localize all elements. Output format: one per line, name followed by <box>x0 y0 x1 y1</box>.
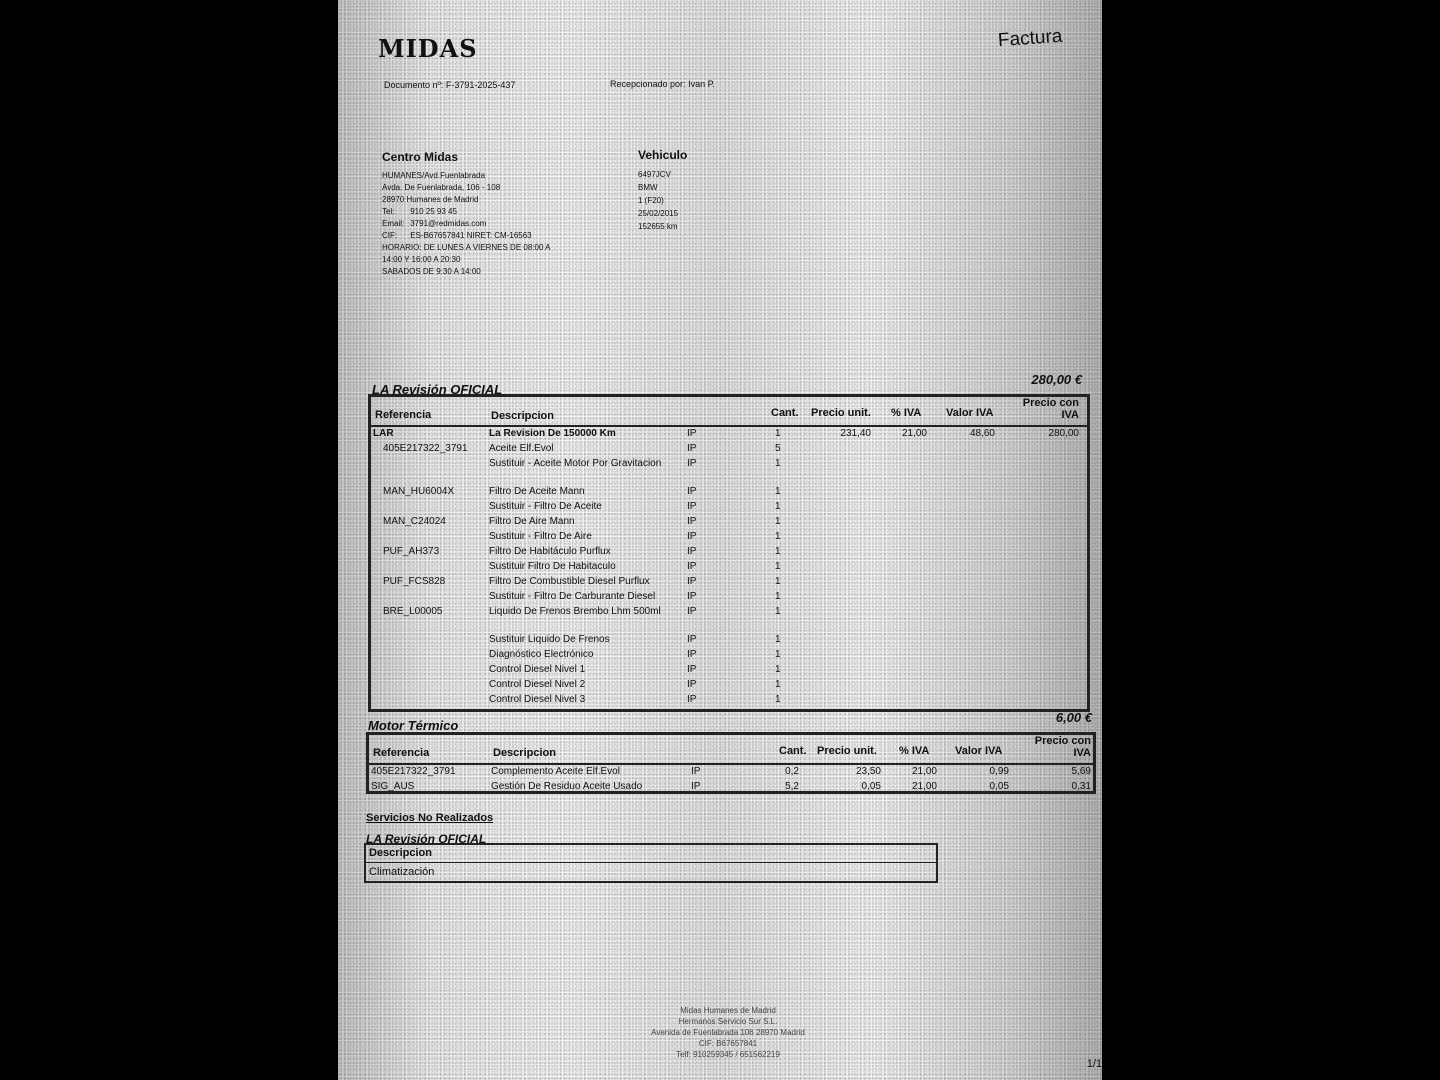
motor-table <box>366 732 1096 794</box>
services-not-done-label: Servicios No Realizados <box>366 812 494 824</box>
table-row <box>369 780 1093 795</box>
cell-cant: 1 <box>775 649 781 660</box>
workshop-cif: CIF: ES-B67657841 NIRET: CM-16563 <box>382 231 532 240</box>
table-body <box>371 427 1087 708</box>
table-row <box>371 605 1087 633</box>
cell-cant: 1 <box>775 501 781 512</box>
cell-precio: 0,05 <box>861 781 881 792</box>
cell-ref: 405E217322_3791 <box>371 766 456 777</box>
col-referencia: Referencia <box>375 409 432 421</box>
table-row <box>371 678 1087 693</box>
cell-cant: 1 <box>775 546 781 557</box>
table-body <box>369 765 1093 795</box>
cell-cant: 1 <box>775 458 781 469</box>
workshop-phone: Tel: 910 25 93 45 <box>382 207 457 216</box>
received-by: Recepcionado por: Ivan P. <box>610 79 715 89</box>
cell-cant: 1 <box>775 428 781 439</box>
cell-code: IP <box>687 443 697 454</box>
cell-desc: Filtro De Aire Mann <box>489 516 575 527</box>
section-total: 280,00 € <box>1031 372 1082 387</box>
invoice-page <box>338 0 1102 1080</box>
table-row: Climatización <box>369 866 435 878</box>
cell-ref: PUF_AH373 <box>383 546 440 557</box>
table-row <box>371 560 1087 575</box>
cell-code: IP <box>687 679 697 690</box>
col-precio-unit: Precio unit. <box>817 745 877 757</box>
table-header <box>369 735 1093 765</box>
table-row <box>371 663 1087 678</box>
table-row <box>371 545 1087 560</box>
cell-desc: Diagnóstico Electrónico <box>489 649 594 660</box>
table-row <box>371 648 1087 663</box>
opening-hours: 14:00 Y 16:00 A 20:30 <box>382 255 461 264</box>
cell-pciva: 280,00 <box>1048 428 1079 439</box>
document-number: Documento nº: F-3791-2025-437 <box>384 80 516 90</box>
vehicle-brand: BMW <box>638 183 658 192</box>
cell-code: IP <box>687 606 697 617</box>
opening-hours: SABADOS DE 9:30 A 14:00 <box>382 267 481 276</box>
cell-code: IP <box>687 458 697 469</box>
cell-cant: 1 <box>775 679 781 690</box>
cell-precio: 23,50 <box>855 766 881 777</box>
cell-desc: Filtro De Aceite Mann <box>489 486 585 497</box>
cell-code: IP <box>687 561 697 572</box>
col-precio-con-iva: Precio con IVA <box>1022 397 1079 421</box>
cell-ref: MAN_HU6004X <box>383 486 455 497</box>
cell-desc: Gestión De Residuo Aceite Usado <box>491 781 643 792</box>
vehicle-mileage: 152655 km <box>638 222 678 231</box>
vehicle-model: 1 (F20) <box>638 196 664 205</box>
cell-desc: Filtro De Combustible Diesel Purflux <box>489 576 650 587</box>
cell-code: IP <box>687 649 697 660</box>
cell-code: IP <box>687 486 697 497</box>
cell-code: IP <box>687 531 697 542</box>
table-row <box>371 485 1087 500</box>
cell-pciva: 0,31 <box>1071 781 1091 792</box>
cell-cant: 5,2 <box>785 781 799 792</box>
cell-ref: LAR <box>373 428 394 439</box>
table-row <box>371 575 1087 590</box>
table-row <box>369 765 1093 780</box>
cell-code: IP <box>687 576 697 587</box>
cell-cant: 1 <box>775 664 781 675</box>
cell-cant: 0,2 <box>785 766 799 777</box>
cell-desc: Sustituir - Filtro De Carburante Diesel <box>489 591 656 602</box>
table-header: Descripcion <box>366 845 936 863</box>
vehicle-info <box>638 148 687 233</box>
table-row <box>371 427 1087 442</box>
workshop-email: Email: 3791@redmidas.com <box>382 219 487 228</box>
cell-cant: 1 <box>775 634 781 645</box>
cell-code: IP <box>687 428 697 439</box>
cell-code: IP <box>687 634 697 645</box>
col-cant: Cant. <box>779 745 807 757</box>
cell-desc: Sustituir - Aceite Motor Por Gravitacion <box>489 458 662 469</box>
cell-cant: 5 <box>775 443 781 454</box>
cell-cant: 1 <box>775 486 781 497</box>
cell-desc: Sustituir Liquido De Frenos <box>489 634 610 645</box>
cell-piva: 21,00 <box>911 781 937 792</box>
col-referencia: Referencia <box>373 747 430 759</box>
section-title: LA Revisión OFICIAL <box>366 832 487 846</box>
cell-desc: Control Diesel Nivel 3 <box>489 694 586 705</box>
cell-cant: 1 <box>775 531 781 542</box>
opening-hours: HORARIO: DE LUNES A VIERNES DE 08:00 A <box>382 243 551 252</box>
table-row <box>371 693 1087 708</box>
col-pct-iva: % IVA <box>899 745 930 757</box>
cell-cant: 1 <box>775 694 781 705</box>
cell-desc: Aceite Elf.Evol <box>489 443 554 454</box>
table-row <box>371 515 1087 530</box>
cell-desc: Complemento Aceite Elf.Evol <box>491 766 620 777</box>
section-total: 6,00 € <box>1055 710 1092 725</box>
cell-code: IP <box>687 591 697 602</box>
col-cant: Cant. <box>771 407 799 419</box>
cell-viva: 0,99 <box>989 766 1009 777</box>
cell-desc: La Revision De 150000 Km <box>489 428 616 439</box>
page-number: 1/1 <box>1086 1058 1102 1070</box>
table-row <box>371 530 1087 545</box>
cell-code: IP <box>691 781 701 792</box>
cell-piva: 21,00 <box>901 428 927 439</box>
company-footer: Midas Humanes de Madrid Hermanos Servicio Sur S.L. Avenida de Fuenlabrada 106 28970 Madrid CIF: B67657841 Telf: 910259345 / 651562219 <box>651 1006 805 1059</box>
cell-desc: Sustituir Filtro De Habitaculo <box>489 561 616 572</box>
cell-code: IP <box>687 501 697 512</box>
cell-code: IP <box>687 694 697 705</box>
section-title: Motor Térmico <box>368 718 459 733</box>
cell-viva: 0,05 <box>989 781 1009 792</box>
address-line: 28970 Humanes de Madrid <box>382 195 479 204</box>
cell-desc: Sustituir - Filtro De Aceite <box>489 501 602 512</box>
workshop-name: Centro Midas <box>382 150 459 164</box>
col-valor-iva: Valor IVA <box>955 745 1003 757</box>
address-line: HUMANES/Avd.Fuenlabrada <box>382 171 486 180</box>
workshop-info <box>382 150 582 278</box>
cell-viva: 48,60 <box>969 428 995 439</box>
cell-cant: 1 <box>775 516 781 527</box>
cell-piva: 21,00 <box>911 766 937 777</box>
vehicle-date: 25/02/2015 <box>638 209 679 218</box>
section-title: LA Revisión OFICIAL <box>372 382 503 397</box>
address-line: Avda. De Fuenlabrada, 106 - 108 <box>382 183 501 192</box>
cell-ref: BRE_L00005 <box>383 606 443 617</box>
cell-code: IP <box>687 546 697 557</box>
cell-pciva: 5,69 <box>1071 766 1091 777</box>
table-row <box>371 590 1087 605</box>
vehicle-title: Vehiculo <box>638 148 688 162</box>
col-descripcion: Descripcion <box>491 410 554 422</box>
cell-desc: Filtro De Habitáculo Purflux <box>489 546 611 557</box>
cell-desc: Control Diesel Nivel 2 <box>489 679 586 690</box>
cell-precio: 231,40 <box>840 428 871 439</box>
cell-code: IP <box>687 664 697 675</box>
cell-desc: Control Diesel Nivel 1 <box>489 664 586 675</box>
cell-ref: PUF_FCS828 <box>383 576 446 587</box>
cell-cant: 1 <box>775 606 781 617</box>
col-precio-unit: Precio unit. <box>811 407 871 419</box>
col-valor-iva: Valor IVA <box>946 407 994 419</box>
cell-cant: 1 <box>775 576 781 587</box>
table-row <box>371 457 1087 485</box>
table-row <box>371 442 1087 457</box>
cell-ref: 405E217322_3791 <box>383 443 468 454</box>
col-pct-iva: % IVA <box>891 407 922 419</box>
cell-code: IP <box>691 766 701 777</box>
table-row <box>371 500 1087 515</box>
table-header <box>371 397 1087 427</box>
cell-ref: SIG_AUS <box>371 781 415 792</box>
col-precio-con-iva: Precio con IVA <box>1034 735 1091 759</box>
cell-desc: Liquido De Frenos Brembo Lhm 500ml <box>489 606 661 617</box>
vehicle-plate: 6497JCV <box>638 170 671 179</box>
document-type-title: Factura <box>997 25 1064 52</box>
cell-cant: 1 <box>775 561 781 572</box>
cell-code: IP <box>687 516 697 527</box>
services-not-done-table <box>364 843 938 883</box>
cell-ref: MAN_C24024 <box>383 516 446 527</box>
revision-table <box>368 394 1090 712</box>
cell-desc: Sustituir - Filtro De Aire <box>489 531 592 542</box>
cell-cant: 1 <box>775 591 781 602</box>
table-row <box>371 633 1087 648</box>
col-descripcion: Descripcion <box>493 747 556 759</box>
midas-logo: MIDAS <box>378 34 478 63</box>
